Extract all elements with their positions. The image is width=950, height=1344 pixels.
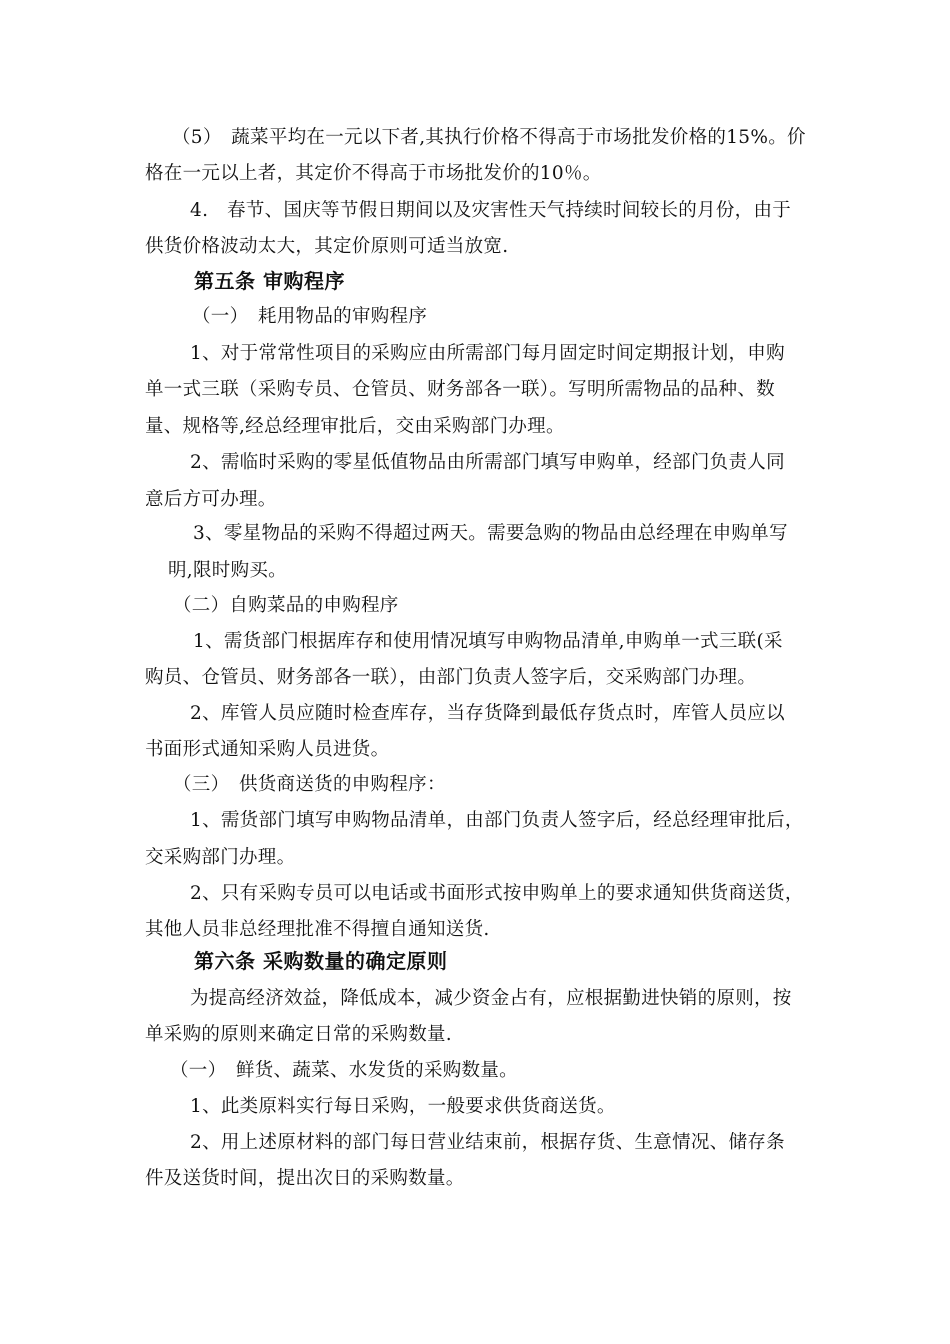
- text-line: 2、用上述原材料的部门每日营业结束前，根据存货、生意情况、储存条: [190, 1132, 785, 1153]
- text-line: 为提高经济效益，降低成本，减少资金占有，应根据勤进快销的原则，按: [190, 988, 792, 1009]
- text-line: 2、需临时采购的零星低值物品由所需部门填写申购单，经部门负责人同: [190, 452, 785, 473]
- text-line: 1、需货部门根据库存和使用情况填写申购物品清单,申购单一式三联(采: [193, 631, 783, 652]
- text-line: 2、只有采购专员可以电话或书面形式按申购单上的要求通知供货商送货，: [190, 883, 804, 904]
- subsection-heading: （一） 耗用物品的审购程序: [192, 306, 428, 327]
- text-line: 1、对于常常性项目的采购应由所需部门每月固定时间定期报计划，申购: [190, 343, 785, 364]
- subsection-heading: （三） 供货商送货的申购程序：: [173, 774, 446, 795]
- text-line: 2、库管人员应随时检查库存，当存货降到最低存货点时，库管人员应以: [190, 703, 785, 724]
- text-line: 格在一元以上者，其定价不得高于市场批发价的10％。: [145, 163, 602, 184]
- text-line: 单一式三联（采购专员、仓管员、财务部各一联）。写明所需物品的品种、数: [145, 379, 775, 400]
- text-line: 单采购的原则来确定日常的采购数量.: [145, 1024, 452, 1045]
- text-line: 件及送货时间，提出次日的采购数量。: [145, 1168, 465, 1189]
- text-line: 其他人员非总经理批准不得擅自通知送货.: [145, 919, 490, 940]
- text-line: 3、零星物品的采购不得超过两天。需要急购的物品由总经理在申购单写: [193, 523, 788, 544]
- section-heading: 第五条 审购程序: [194, 269, 345, 293]
- text-line: （5） 蔬菜平均在一元以下者,其执行价格不得高于市场批发价格的15%。价: [172, 127, 806, 148]
- subsection-heading: （一） 鲜货、蔬菜、水发货的采购数量。: [170, 1060, 518, 1081]
- text-line: 1、此类原料实行每日采购，一般要求供货商送货。: [190, 1096, 616, 1117]
- text-line: 意后方可办理。: [145, 489, 277, 510]
- text-line: 明,限时购买。: [168, 560, 287, 581]
- text-line: 4. 春节、国庆等节假日期间以及灾害性天气持续时间较长的月份，由于: [190, 200, 792, 221]
- section-heading: 第六条 采购数量的确定原则: [194, 949, 448, 973]
- text-line: 量、规格等,经总经理审批后，交由采购部门办理。: [145, 416, 565, 437]
- text-line: 交采购部门办理。: [145, 847, 296, 868]
- text-line: 书面形式通知采购人员进货。: [145, 739, 390, 760]
- text-line: 1、需货部门填写申购物品清单，由部门负责人签字后，经总经理审批后，: [190, 810, 804, 831]
- subsection-heading: （二）自购菜品的申购程序: [173, 595, 399, 616]
- text-line: 供货价格波动太大，其定价原则可适当放宽.: [145, 236, 509, 257]
- text-line: 购员、仓管员、财务部各一联），由部门负责人签字后，交采购部门办理。: [145, 667, 757, 688]
